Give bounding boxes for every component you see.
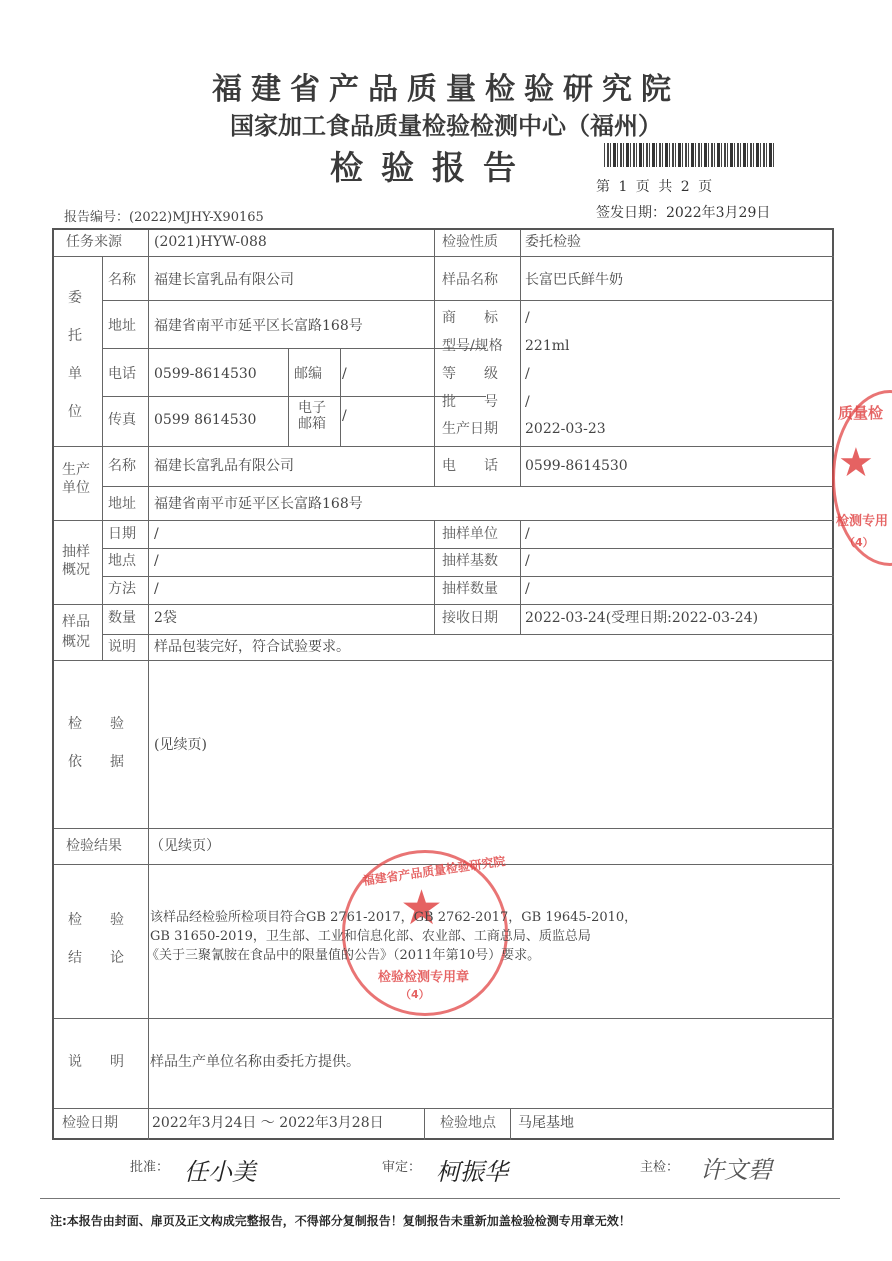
sampling-qty-value: / [525, 581, 530, 597]
main-inspector-signature: 许文碧 [700, 1156, 772, 1184]
sampling-group-label-2: 概况 [62, 562, 90, 578]
sampling-method-label: 方法 [108, 581, 136, 597]
conclusion-label-1: 检 验 [68, 912, 124, 928]
brand-label: 商 标 [442, 310, 498, 326]
producer-phone-value: 0599-8614530 [525, 458, 628, 474]
basis-label-2: 依 据 [68, 754, 124, 770]
client-group-label-4: 位 [68, 404, 82, 420]
model-value: 221ml [525, 338, 570, 354]
producer-address-label: 地址 [108, 496, 136, 512]
client-group-label-1: 委 [68, 290, 82, 306]
sampling-method-value: / [154, 581, 159, 597]
grade-value: / [525, 366, 530, 382]
client-phone-value: 0599-8614530 [154, 366, 257, 382]
side-stamp-bottom-text: 检测专用 [836, 514, 889, 529]
client-group-label-2: 托 [68, 328, 82, 344]
review-signature: 柯振华 [436, 1158, 508, 1186]
stamp-bottom-text: 检验检测专用章 [378, 970, 470, 985]
sampling-date-label: 日期 [108, 526, 136, 542]
client-phone-label: 电话 [108, 366, 136, 382]
approve-label: 批准： [130, 1160, 170, 1175]
footer-note: 注:本报告由封面、扉页及正文构成完整报告，不得部分复制报告！复制报告未重新加盖检验检测专用章无效！ [50, 1214, 631, 1228]
brand-value: / [525, 310, 530, 326]
remark-label: 说 明 [68, 1054, 124, 1070]
side-stamp-number: （4） [844, 536, 874, 549]
client-group-label-3: 单 [68, 366, 82, 382]
conclusion-line-3: 《关于三聚氰胺在食品中的限量值的公告》（2011年第10号）要求。 [146, 948, 541, 963]
client-address-value: 福建省南平市延平区长富路168号 [154, 318, 363, 334]
conclusion-line-1: 该样品经检验所检项目符合GB 2761-2017，GB 2762-2017，GB 19645-2010， [150, 910, 638, 925]
basis-value: (见续页) [154, 737, 207, 753]
sample-name-value: 长富巴氏鲜牛奶 [525, 272, 623, 288]
stamp-number: （4） [400, 988, 430, 1001]
sampling-base-label: 抽样基数 [442, 553, 498, 569]
client-address-label: 地址 [108, 318, 136, 334]
sample-qty-label: 数量 [108, 610, 136, 626]
receive-date-label: 接收日期 [442, 610, 498, 626]
inspection-nature-value: 委托检验 [525, 234, 581, 250]
grade-label: 等 级 [442, 366, 498, 382]
client-postcode-value: / [342, 366, 347, 382]
stamp-top-text: 福建省产品质量检验研究院 [361, 854, 507, 888]
producer-group-label-2: 单位 [62, 480, 90, 496]
client-fax-label: 传真 [108, 412, 136, 428]
institute-title: 福建省产品质量检验研究院 [212, 72, 680, 107]
client-postcode-label: 邮编 [294, 366, 322, 382]
batch-label: 批 号 [442, 394, 498, 410]
client-email-label-2: 邮箱 [298, 416, 326, 432]
client-email-label-1: 电子 [298, 400, 326, 416]
producer-phone-label: 电 话 [442, 458, 498, 474]
review-label: 审定： [382, 1160, 422, 1175]
result-label: 检验结果 [66, 838, 122, 854]
sampling-group-label-1: 抽样 [62, 544, 90, 560]
document-title: 检验报告 [330, 148, 534, 187]
sample-name-label: 样品名称 [442, 272, 498, 288]
issue-date: 签发日期：2022年3月29日 [596, 205, 771, 221]
client-name-value: 福建长富乳品有限公司 [154, 272, 294, 288]
side-stamp-top-text: 质量检 [838, 404, 884, 422]
footer-divider [40, 1198, 840, 1199]
producer-address-value: 福建省南平市延平区长富路168号 [154, 496, 363, 512]
inspection-site-label: 检验地点 [440, 1115, 496, 1131]
remark-value: 样品生产单位名称由委托方提供。 [150, 1054, 360, 1070]
basis-label-1: 检 验 [68, 716, 124, 732]
sample-status-group-label-2: 概况 [62, 634, 90, 650]
sampling-place-label: 地点 [108, 553, 136, 569]
batch-value: / [525, 394, 530, 410]
sample-desc-value: 样品包装完好，符合试验要求。 [154, 639, 350, 655]
producer-name-label: 名称 [108, 458, 136, 474]
production-date-label: 生产日期 [442, 421, 498, 437]
main-inspector-label: 主检： [640, 1160, 680, 1175]
page-indicator: 第 1 页 共 2 页 [596, 179, 715, 195]
producer-name-value: 福建长富乳品有限公司 [154, 458, 294, 474]
receive-date-value: 2022-03-24(受理日期:2022-03-24) [525, 610, 759, 626]
conclusion-label-2: 结 论 [68, 950, 124, 966]
sampling-unit-label: 抽样单位 [442, 526, 498, 542]
inspection-date-label: 检验日期 [62, 1115, 118, 1131]
sample-desc-label: 说明 [108, 639, 136, 655]
inspection-site-value: 马尾基地 [518, 1115, 574, 1131]
model-label: 型号/规格 [442, 338, 503, 354]
client-email-value: / [342, 408, 347, 424]
sampling-unit-value: / [525, 526, 530, 542]
inspection-nature-label: 检验性质 [442, 234, 498, 250]
task-source-value: (2021)HYW-088 [154, 234, 267, 250]
center-title: 国家加工食品质量检验检测中心（福州） [230, 112, 662, 140]
production-date-value: 2022-03-23 [525, 421, 606, 437]
side-stamp-star-icon: ★ [838, 440, 874, 486]
inspection-date-value: 2022年3月24日 ～ 2022年3月28日 [152, 1115, 384, 1131]
client-fax-value: 0599 8614530 [154, 412, 257, 428]
barcode [604, 143, 776, 167]
client-name-label: 名称 [108, 272, 136, 288]
task-source-label: 任务来源 [66, 234, 122, 250]
report-number: 报告编号：(2022)MJHY-X90165 [64, 210, 264, 225]
result-value: （见续页） [150, 838, 220, 854]
sampling-base-value: / [525, 553, 530, 569]
producer-group-label-1: 生产 [62, 462, 90, 478]
sample-qty-value: 2袋 [154, 610, 177, 626]
sampling-qty-label: 抽样数量 [442, 581, 498, 597]
sampling-place-value: / [154, 553, 159, 569]
stamp-star-icon: ★ [400, 880, 444, 936]
sampling-date-value: / [154, 526, 159, 542]
conclusion-line-2: GB 31650-2019，卫生部、工业和信息化部、农业部、工商总局、质监总局 [150, 929, 591, 944]
sample-status-group-label-1: 样品 [62, 614, 90, 630]
approve-signature: 任小美 [184, 1158, 256, 1186]
